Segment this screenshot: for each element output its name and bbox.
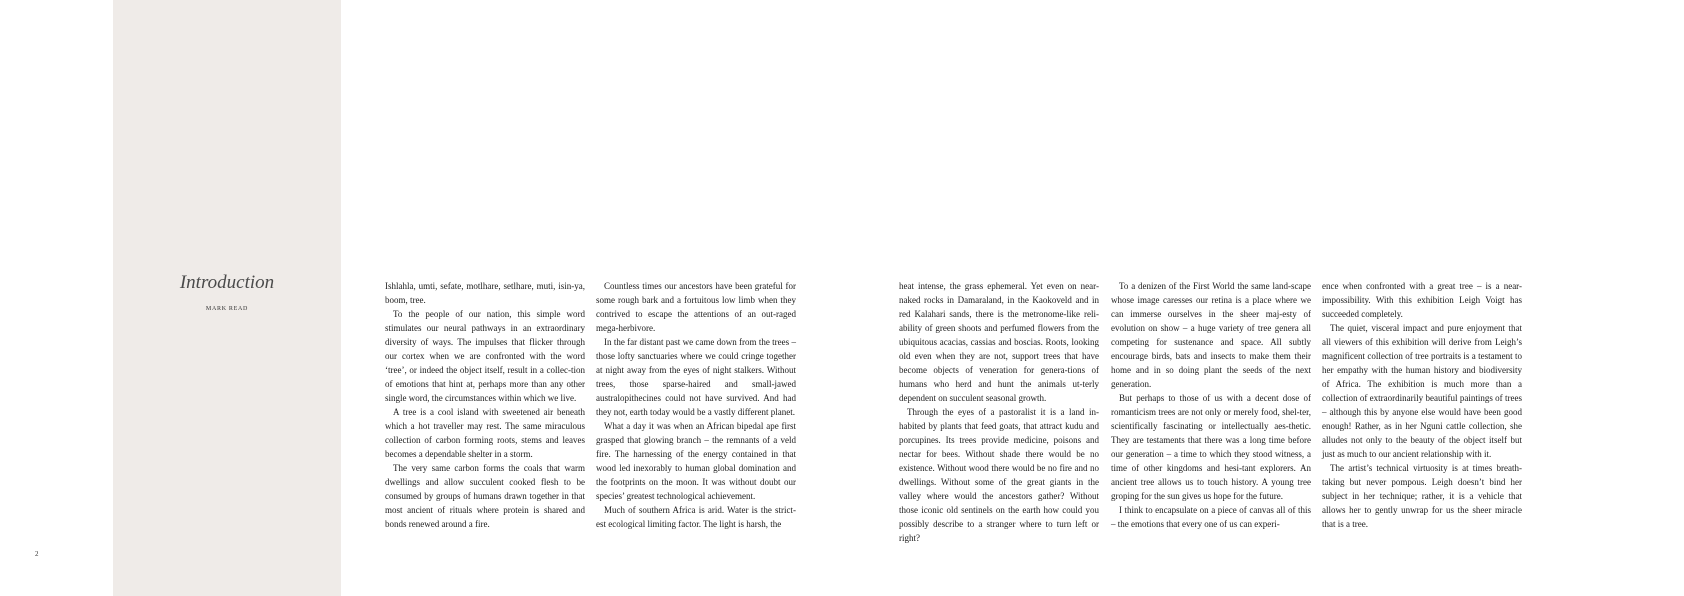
sidebar-panel <box>113 0 341 596</box>
paragraph: What a day it was when an African bipedal ape first grasped that glowing branch – the remnants of a veld fire. The harnessing of the energy contained in that wood led inexorably to human global domination and the footprints on the moon. It was without doubt our species’ greatest technological achievement. <box>596 421 796 501</box>
text-column-3 <box>899 279 1099 545</box>
paragraph: I think to encapsulate on a piece of canvas all of this – the emotions that every one of us can experi- <box>1111 505 1311 529</box>
paragraph: To the people of our nation, this simple word stimulates our neural pathways in an extraordinary diversity of ways. The impulses that flicker through our cortex when we are confronted with the word ‘tree’, or indeed the object itself, result in a collec-tion of emotions that hint at, perhaps more than any other single word, the circumstances within which we live. <box>385 309 585 403</box>
intro-author: MARK READ <box>205 306 249 312</box>
paragraph: Much of southern Africa is arid. Water is the strict-est ecological limiting factor. The light is harsh, the <box>596 505 796 529</box>
paragraph: The quiet, visceral impact and pure enjoyment that all viewers of this exhibition will derive from Leigh’s magnificent collection of tree portraits is a testament to her empathy with the human history and biodiversity of Africa. The exhibition is much more than a collection of extraordinarily beautiful paintings of trees – although this by anyone else would have been good enough! Rather, as in her Nguni cattle collection, she alludes not only to the beauty of the object itself but just as much to our ancient relationship with it. <box>1322 323 1522 459</box>
page-number: 2 <box>35 550 39 558</box>
paragraph: But perhaps to those of us with a decent dose of romanticism trees are not only or merely food, shel-ter, scientifically fascinating or intellectually aes-thetic. They are testaments that there was a long time before our generation – a time to which they stood witness, a time of other kingdoms and hesi-tant explorers. An ancient tree allows us to touch history. A young tree groping for the sun gives us hope for the future. <box>1111 393 1311 501</box>
paragraph: heat intense, the grass ephemeral. Yet even on near-naked rocks in Damaraland, in the Kaokoveld and in red Kalahari sands, there is the metronome-like reli-ability of green shoots and perfumed flowers from the ubiquitous acacias, cassias and boscias. Roots, looking old even when they are not, support trees that have become objects of veneration for genera-tions of humans who herd and hunt the animals ut-terly dependent on succulent seasonal growth. <box>899 281 1099 403</box>
paragraph: The very same carbon forms the coals that warm dwellings and allow succulent cooked flesh to be consumed by groups of humans drawn together in that most ancient of rituals where protein is shared and bonds renewed around a fire. <box>385 463 585 529</box>
text-column-1 <box>385 279 585 531</box>
paragraph: Countless times our ancestors have been grateful for some rough bark and a fortuitous low limb when they contrived to escape the attentions of an out-raged mega-herbivore. <box>596 281 796 333</box>
text-column-4 <box>1111 279 1311 531</box>
paragraph: ence when confronted with a great tree – is a near-impossibility. With this exhibition Leigh Voigt has succeeded completely. <box>1322 281 1522 319</box>
paragraph: In the far distant past we came down from the trees – those lofty sanctuaries where we could cringe together at night away from the eyes of night stalkers. Without trees, those sparse-haired and small-jawed australopithecines could not have survived. And had they not, earth today would be a vastly different planet. <box>596 337 796 417</box>
paragraph: A tree is a cool island with sweetened air beneath which a hot traveller may rest. The same miraculous collection of carbon forming roots, stems and leaves becomes a dependable shelter in a storm. <box>385 407 585 459</box>
text-column-5 <box>1322 279 1522 531</box>
paragraph: The artist’s technical virtuosity is at times breath-taking but never pompous. Leigh doesn’t bind her subject in her technique; rather, it is a vehicle that allows her to gently unwrap for us the sheer miracle that is a tree. <box>1322 463 1522 529</box>
paragraph: Through the eyes of a pastoralist it is a land in-habited by plants that feed goats, that attract kudu and porcupines. Its trees provide medicine, poisons and nectar for bees. Without shade there would be no existence. Without wood there would be no fire and no dwellings. Without some of the great giants in the valley where would the ancestors gather? Without those iconic old sentinels on the earth how could you possibly describe to a stranger where to turn left or right? <box>899 407 1099 543</box>
text-column-2 <box>596 279 796 531</box>
paragraph: Ishlahla, umti, sefate, motlhare, setlhare, muti, isin-ya, boom, tree. <box>385 281 585 305</box>
paragraph: To a denizen of the First World the same land-scape whose image caresses our retina is a place where we can immerse ourselves in the sheer maj-esty of evolution on show – a huge variety of tree genera all competing for sustenance and space. All subtly encourage birds, bats and insects to make them their home and in so doing plant the seeds of the next generation. <box>1111 281 1311 389</box>
intro-title: Introduction <box>179 272 275 293</box>
